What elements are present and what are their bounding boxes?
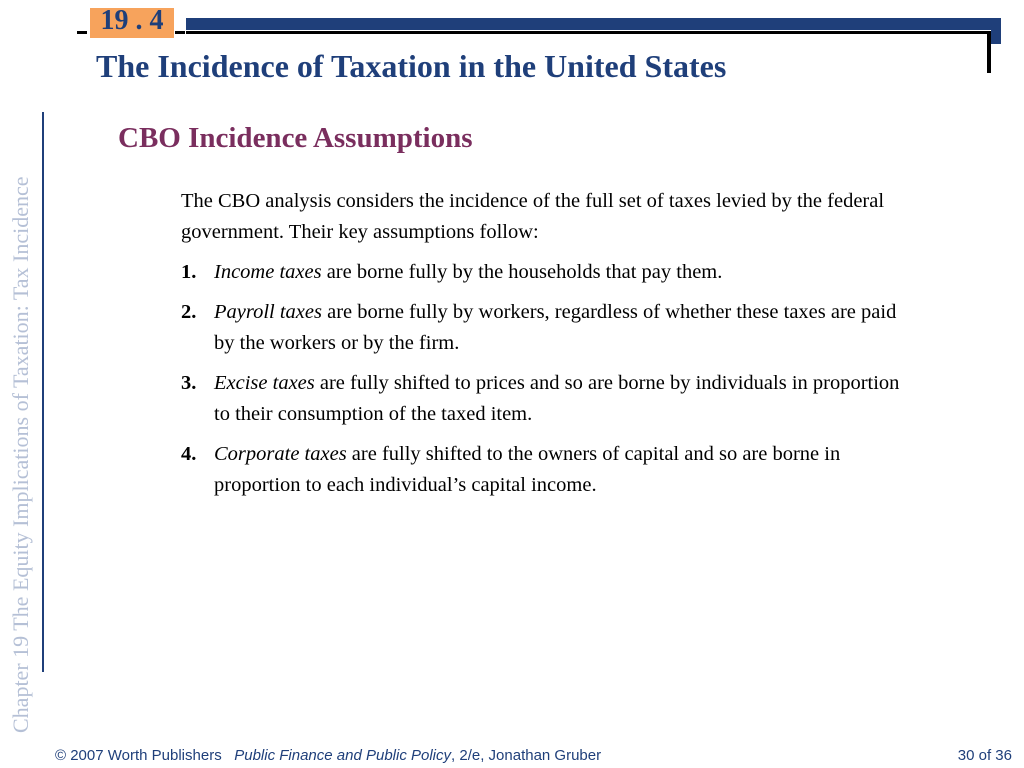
assumption-term: Payroll taxes [214,301,322,323]
section-number: 19 . 4 [100,5,164,36]
assumption-number: 2. [181,301,197,323]
slide-subheading: CBO Incidence Assumptions [118,122,473,154]
assumption-term: Corporate taxes [214,443,347,465]
assumption-item [181,439,901,501]
assumption-text: are borne fully by workers, regardless of whether these taxes are paid by the workers or by the firm. [214,301,897,354]
intro-paragraph: The CBO analysis considers the incidence of the full set of taxes levied by the federal government. Their key assumptions follow: [181,190,885,243]
footer-edition-author: , 2/e, Jonathan Gruber [451,747,602,764]
assumption-text: are fully shifted to the owners of capital and so are borne in proportion to each individual’s capital income. [214,443,841,496]
assumption-term: Excise taxes [214,372,315,394]
section-dash-left [77,31,87,34]
side-divider [42,112,44,672]
assumption-text: are fully shifted to prices and so are borne by individuals in proportion to their consumption of the taxed item. [214,372,900,425]
header-bar-end [991,18,1001,44]
footer-copyright: © 2007 Worth Publishers [55,747,222,764]
assumption-item [181,257,901,288]
page-title: The Incidence of Taxation in the United States [96,48,727,84]
assumption-number: 4. [181,443,197,465]
footer-book-title: Public Finance and Public Policy [234,747,452,764]
header-bar [186,18,1001,30]
assumption-number: 1. [181,261,197,283]
header-rule [186,31,988,34]
chapter-side-label: Chapter 19 The Equity Implications of Taxation: Tax Incidence [8,176,33,733]
section-dash-right [175,31,185,34]
footer-credit [55,746,601,766]
assumption-number: 3. [181,372,197,394]
page-number: 30 of 36 [957,747,1012,764]
assumption-item [181,368,901,430]
slide-body [181,186,901,510]
assumption-item [181,297,901,359]
assumption-term: Income taxes [214,261,322,283]
assumption-text: are borne fully by the households that pay them. [321,261,723,283]
